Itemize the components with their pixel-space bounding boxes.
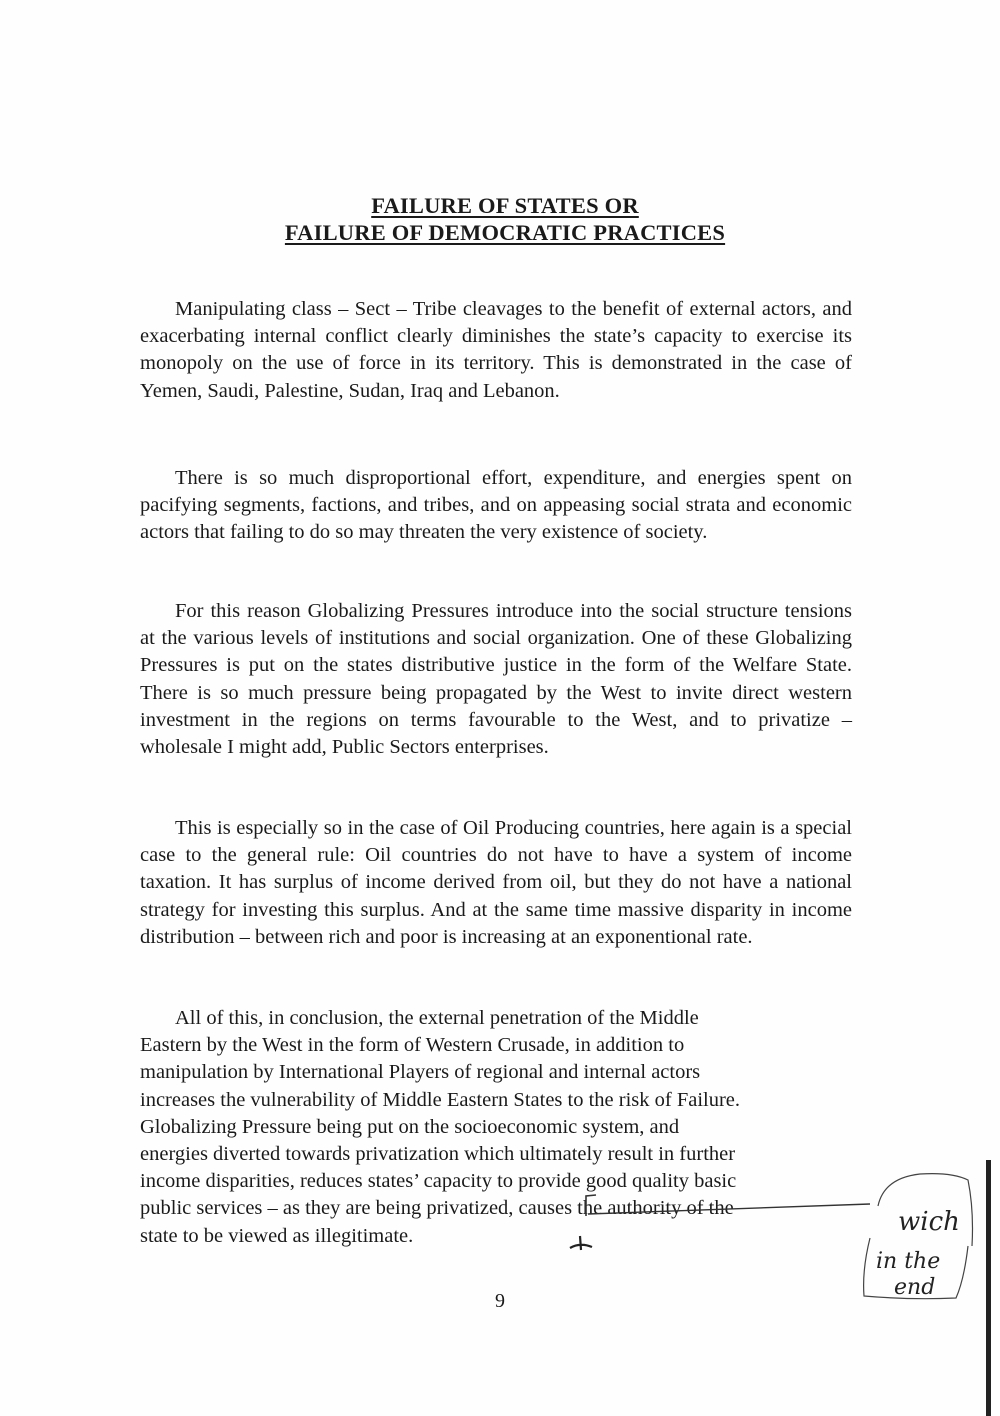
paragraph-3: For this reason Globalizing Pressures introduce into the social structure tensions at the various levels of institutions and social organization. One of these Globalizing Pressures is put on the states distributive justice in the form of the Welfare State. There is so much pressure being propagated by the West to invite direct western investment in the regions on terms favourable to the West, and to privatize – wholesale I might add, Public Sectors enterprises.: [140, 600, 852, 759]
paragraph-5-line: increases the vulnerability of Middle Eastern States to the risk of Failure.: [140, 1088, 741, 1111]
paragraph-5-line: energies diverted towards privatization which ultimately result in further: [140, 1143, 736, 1166]
handwritten-note-word: wich: [898, 1207, 960, 1237]
paragraph-5-line: All of this, in conclusion, the external penetration of the Middle: [175, 1007, 699, 1029]
insertion-mark: [540, 1190, 870, 1260]
handwritten-note-word: in the: [876, 1249, 941, 1274]
paragraph-5-line: public services – as they are being privatized, causes the authority of the: [140, 1197, 734, 1220]
paragraph-4: This is especially so in the case of Oil Producing countries, here again is a special case to the general rule: Oil countries do not have to have a system of income taxation. It has surplus of income derived from oil, but they do not have a national strategy for investing this surplus. And at the same time massive disparity in income distribution – between rich and poor is increasing at an exponentional rate.: [140, 817, 852, 948]
paragraph-5-line: manipulation by International Players of regional and internal actors: [140, 1061, 701, 1084]
handwritten-note: [840, 1150, 990, 1300]
paragraph-5-line: income disparities, reduces states’ capacity to provide good quality basic: [140, 1170, 737, 1193]
scan-edge-line: [986, 1160, 991, 1416]
handwritten-note-word: end: [894, 1275, 936, 1300]
paragraph-1: Manipulating class – Sect – Tribe cleavages to the benefit of external actors, and exacerbating internal conflict clearly diminishes the state’s capacity to exercise its monopoly on the use of force in its territory. This is demonstrated in the case of Yemen, Saudi, Palestine, Sudan, Iraq and Lebanon.: [140, 298, 852, 402]
paragraph-5-line: Eastern by the West in the form of Western Crusade, in addition to: [140, 1034, 685, 1057]
title-line-2: FAILURE OF DEMOCRATIC PRACTICES: [284, 220, 726, 245]
page-number: 9: [495, 1290, 505, 1312]
document-title: [140, 192, 870, 246]
paragraph-2: There is so much disproportional effort, expenditure, and energies spent on pacifying segments, factions, and tribes, and on appeasing social strata and economic actors that failing to do so may threaten the very existence of society.: [140, 467, 852, 544]
paragraph-5-line: state to be viewed as illegitimate.: [140, 1224, 414, 1247]
title-line-1: FAILURE OF STATES OR: [371, 193, 639, 218]
paragraph-5-line: Globalizing Pressure being put on the socioeconomic system, and: [140, 1115, 680, 1138]
